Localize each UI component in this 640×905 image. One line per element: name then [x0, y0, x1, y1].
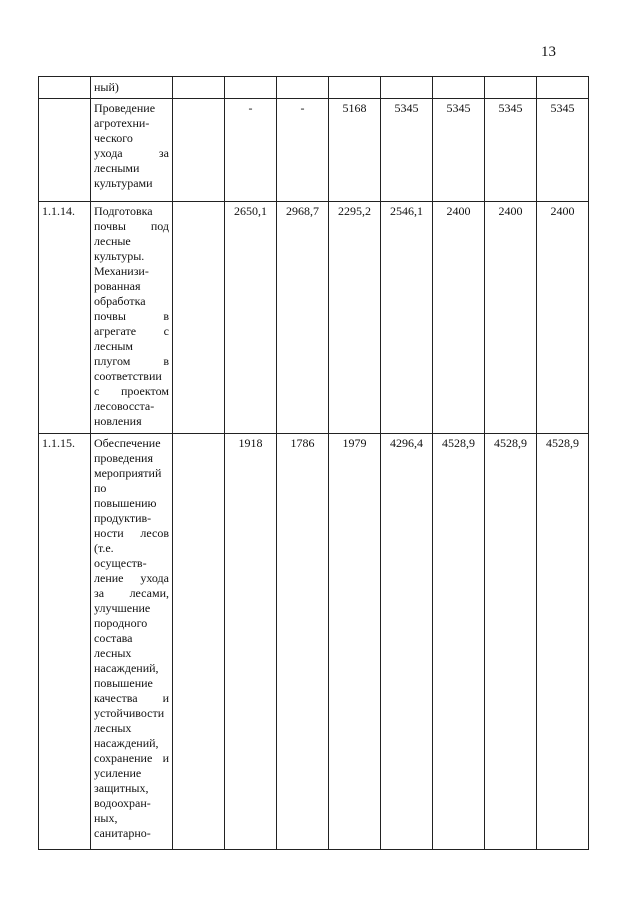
- value-cell: 5345: [433, 99, 485, 202]
- table-row: [39, 77, 589, 99]
- page-number: 13: [541, 44, 556, 60]
- description-line: проведения: [94, 451, 153, 465]
- value-cell: 2400: [433, 202, 485, 434]
- value-cell: 2968,7: [277, 202, 329, 434]
- value-cell: -: [225, 99, 277, 202]
- value-cell: 5345: [485, 99, 537, 202]
- value-cell: [277, 77, 329, 99]
- empty-cell: [173, 434, 225, 850]
- empty-cell: [173, 77, 225, 99]
- value-cell: 4528,9: [433, 434, 485, 850]
- value-cell: 5168: [329, 99, 381, 202]
- description-line: ческого: [94, 131, 133, 145]
- description-line: ности лесов: [94, 526, 169, 540]
- description-line: Подготовка: [94, 204, 153, 218]
- description-line: повышение: [94, 676, 153, 690]
- description-line: новления: [94, 414, 142, 428]
- description-line: агротехни-: [94, 116, 150, 130]
- description-line: усиление: [94, 766, 142, 780]
- description-line: состава: [94, 631, 133, 645]
- value-cell: 2400: [485, 202, 537, 434]
- description-line: соответствии: [94, 369, 162, 383]
- description-line: лесные: [94, 234, 131, 248]
- description-line: лесных: [94, 721, 132, 735]
- description-line: за лесами,: [94, 586, 169, 600]
- description-line: обработка: [94, 294, 146, 308]
- value-cell: [433, 77, 485, 99]
- row-code: 1.1.14.: [39, 202, 91, 434]
- description-line: ных,: [94, 811, 118, 825]
- description-line: (т.е.: [94, 541, 114, 555]
- description-line: водоохран-: [94, 796, 151, 810]
- row-code: [39, 77, 91, 99]
- value-cell: [329, 77, 381, 99]
- row-description: [91, 202, 173, 434]
- table-row: [39, 202, 589, 434]
- row-description: [91, 77, 173, 99]
- value-cell: [537, 77, 589, 99]
- description-line: осуществ-: [94, 556, 147, 570]
- description-line: плугом в: [94, 354, 169, 368]
- description-line: продуктив-: [94, 511, 152, 525]
- description-line: лесным: [94, 339, 134, 353]
- description-line: лесных: [94, 646, 132, 660]
- description-line: ный): [94, 80, 119, 94]
- description-line: Проведение: [94, 101, 156, 115]
- description-line: ухода за: [94, 146, 169, 160]
- table-row: [39, 99, 589, 202]
- description-line: ление ухода: [94, 571, 169, 585]
- description-line: породного: [94, 616, 148, 630]
- value-cell: [381, 77, 433, 99]
- value-cell: 5345: [537, 99, 589, 202]
- value-cell: 4296,4: [381, 434, 433, 850]
- value-cell: 1786: [277, 434, 329, 850]
- description-line: защитных,: [94, 781, 149, 795]
- description-line: качества и: [94, 691, 169, 705]
- budget-table: [38, 76, 589, 850]
- description-line: по: [94, 481, 107, 495]
- value-cell: 1979: [329, 434, 381, 850]
- description-line: Обеспечение: [94, 436, 161, 450]
- value-cell: 4528,9: [485, 434, 537, 850]
- description-line: мероприятий: [94, 466, 162, 480]
- row-description: [91, 434, 173, 850]
- row-code: [39, 99, 91, 202]
- description-line: агрегате с: [94, 324, 169, 338]
- description-line: культуры.: [94, 249, 145, 263]
- value-cell: 1918: [225, 434, 277, 850]
- description-line: насаждений,: [94, 736, 159, 750]
- row-code: 1.1.15.: [39, 434, 91, 850]
- table-row: [39, 434, 589, 850]
- empty-cell: [173, 99, 225, 202]
- description-line: санитарно-: [94, 826, 151, 840]
- empty-cell: [173, 202, 225, 434]
- description-line: насаждений,: [94, 661, 159, 675]
- value-cell: -: [277, 99, 329, 202]
- description-line: лесовосста-: [94, 399, 155, 413]
- description-line: лесными: [94, 161, 140, 175]
- description-line: улучшение: [94, 601, 151, 615]
- description-line: почвы под: [94, 219, 169, 233]
- description-line: почвы в: [94, 309, 169, 323]
- value-cell: 5345: [381, 99, 433, 202]
- description-line: Механизи-: [94, 264, 149, 278]
- value-cell: 2546,1: [381, 202, 433, 434]
- description-line: повышению: [94, 496, 157, 510]
- row-description: [91, 99, 173, 202]
- value-cell: 2650,1: [225, 202, 277, 434]
- value-cell: [485, 77, 537, 99]
- description-line: с проектом: [94, 384, 169, 398]
- description-line: культурами: [94, 176, 153, 190]
- description-line: рованная: [94, 279, 141, 293]
- description-line: сохранение и: [94, 751, 169, 765]
- table-body: [39, 77, 589, 850]
- value-cell: 2400: [537, 202, 589, 434]
- value-cell: 4528,9: [537, 434, 589, 850]
- value-cell: [225, 77, 277, 99]
- value-cell: 2295,2: [329, 202, 381, 434]
- description-line: устойчивости: [94, 706, 165, 720]
